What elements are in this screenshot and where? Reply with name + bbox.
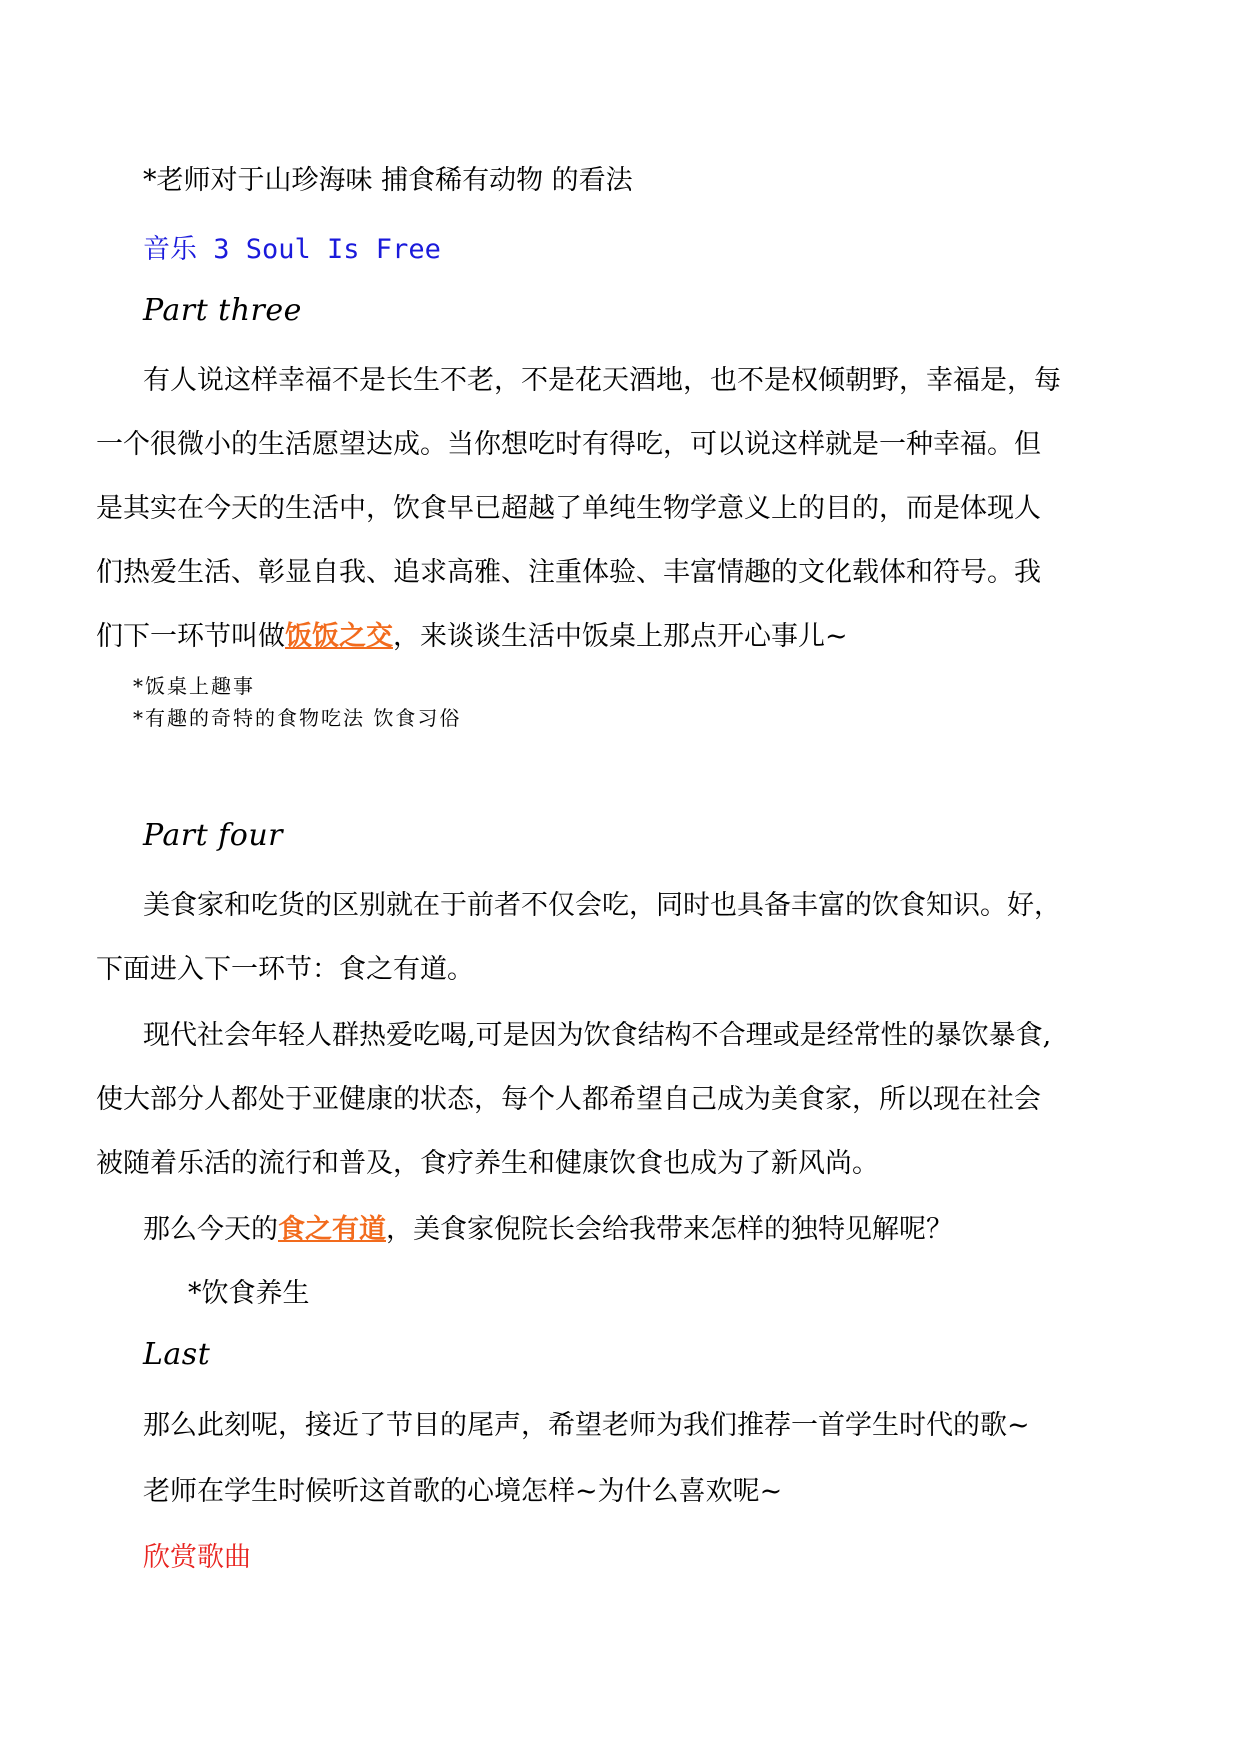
part-three-heading: Part three [143,293,302,328]
paragraph-3-prefix: 那么今天的 [143,1214,278,1245]
part-three-paragraph-line-5 [96,619,848,655]
part-three-paragraph-line-4: 们热爱生活、彰显自我、追求高雅、注重体验、丰富情趣的文化载体和符号。我 [96,557,1041,588]
segment-name-fanfan: 饭饭之交 [285,621,393,652]
music-cue: 音乐 3 Soul Is Free [143,234,441,265]
part-four-paragraph-1-line-2: 下面进入下一环节：食之有道。 [96,954,474,985]
bullet-food-customs: *有趣的奇特的食物吃法 饮食习俗 [133,706,462,730]
part-four-heading: Part four [143,818,283,853]
part-four-paragraph-1-line-1: 美食家和吃货的区别就在于前者不仅会吃，同时也具备丰富的饮食知识。好， [143,890,1061,921]
bullet-diet-health: *饮食养生 [188,1278,310,1309]
line-5-prefix: 们下一环节叫做 [96,621,285,652]
part-three-paragraph-line-2: 一个很微小的生活愿望达成。当你想吃时有得吃，可以说这样就是一种幸福。但 [96,429,1041,460]
paragraph-3-suffix: ，美食家倪院长会给我带来怎样的独特见解呢？ [386,1214,953,1245]
last-line-1: 那么此刻呢，接近了节目的尾声，希望老师为我们推荐一首学生时代的歌~ [143,1410,1030,1441]
line-5-suffix: ，来谈谈生活中饭桌上那点开心事儿~ [393,621,848,652]
song-appreciation-cue: 欣赏歌曲 [143,1542,251,1573]
part-four-paragraph-2-line-3: 被随着乐活的流行和普及，食疗养生和健康饮食也成为了新风尚。 [96,1148,879,1179]
part-four-paragraph-2-line-1: 现代社会年轻人群热爱吃喝,可是因为饮食结构不合理或是经常性的暴饮暴食, [143,1020,1052,1051]
part-three-paragraph-line-1: 有人说这样幸福不是长生不老，不是花天酒地，也不是权倾朝野，幸福是，每 [143,365,1061,396]
part-three-paragraph-line-3: 是其实在今天的生活中，饮食早已超越了单纯生物学意义上的目的，而是体现人 [96,493,1041,524]
part-four-paragraph-2-line-2: 使大部分人都处于亚健康的状态，每个人都希望自己成为美食家，所以现在社会 [96,1084,1041,1115]
last-heading: Last [143,1337,211,1372]
bullet-table-anecdotes: *饭桌上趣事 [133,674,255,698]
part-four-paragraph-3 [143,1212,953,1248]
last-line-2: 老师在学生时候听这首歌的心境怎样~为什么喜欢呢~ [143,1476,783,1507]
teacher-view-note: *老师对于山珍海味 捕食稀有动物 的看法 [143,165,633,196]
segment-name-shizhi: 食之有道 [278,1214,386,1245]
